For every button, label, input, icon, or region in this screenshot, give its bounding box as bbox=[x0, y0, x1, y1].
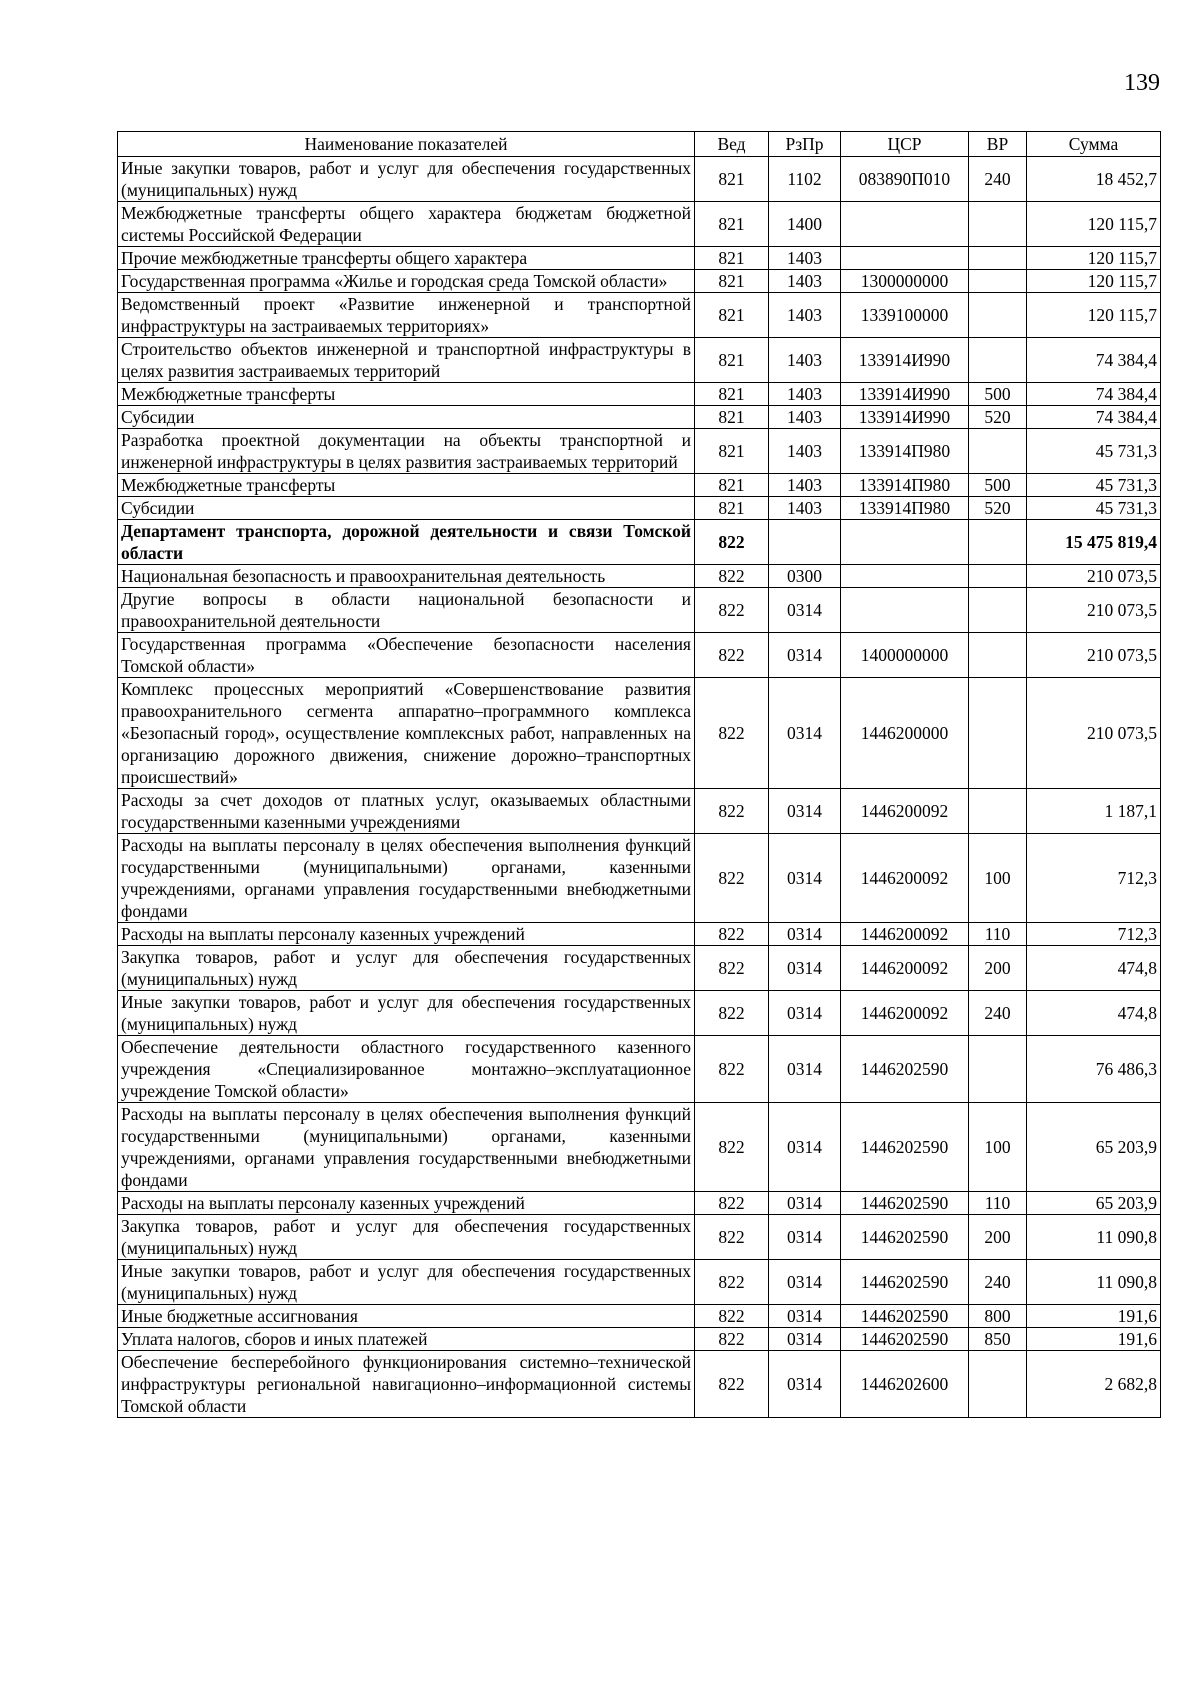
cell-rzpr: 0314 bbox=[769, 1351, 841, 1418]
column-header-rzpr: РзПр bbox=[769, 132, 841, 157]
table-row bbox=[118, 1351, 1161, 1418]
cell-rzpr: 0314 bbox=[769, 834, 841, 923]
cell-ved: 822 bbox=[695, 1036, 769, 1103]
cell-rzpr: 1403 bbox=[769, 383, 841, 406]
cell-sum: 18 452,7 bbox=[1027, 157, 1161, 202]
cell-csr: 083890П010 bbox=[841, 157, 969, 202]
table-row bbox=[118, 678, 1161, 789]
cell-name: Субсидии bbox=[118, 406, 695, 429]
cell-ved: 821 bbox=[695, 406, 769, 429]
cell-ved: 822 bbox=[695, 923, 769, 946]
cell-name: Разработка проектной документации на объекты транспортной и инженерной инфраструктуры в целях развития застраиваемых территорий bbox=[118, 429, 695, 474]
cell-vr bbox=[969, 520, 1027, 565]
table-row bbox=[118, 497, 1161, 520]
cell-rzpr: 1403 bbox=[769, 474, 841, 497]
table-row bbox=[118, 1103, 1161, 1192]
cell-vr: 200 bbox=[969, 946, 1027, 991]
cell-vr: 200 bbox=[969, 1215, 1027, 1260]
table-row bbox=[118, 1036, 1161, 1103]
cell-csr: 133914П980 bbox=[841, 429, 969, 474]
cell-csr: 1446200092 bbox=[841, 991, 969, 1036]
cell-name: Иные закупки товаров, работ и услуг для обеспечения государственных (муниципальных) нужд bbox=[118, 991, 695, 1036]
table-row bbox=[118, 406, 1161, 429]
cell-vr bbox=[969, 1036, 1027, 1103]
cell-rzpr: 0314 bbox=[769, 678, 841, 789]
cell-ved: 822 bbox=[695, 1103, 769, 1192]
cell-rzpr: 1102 bbox=[769, 157, 841, 202]
cell-rzpr: 1403 bbox=[769, 497, 841, 520]
cell-name: Закупка товаров, работ и услуг для обеспечения государственных (муниципальных) нужд bbox=[118, 946, 695, 991]
cell-ved: 821 bbox=[695, 247, 769, 270]
cell-rzpr: 0314 bbox=[769, 1260, 841, 1305]
cell-rzpr: 0314 bbox=[769, 1305, 841, 1328]
cell-ved: 822 bbox=[695, 633, 769, 678]
cell-name: Иные закупки товаров, работ и услуг для обеспечения государственных (муниципальных) нужд bbox=[118, 1260, 695, 1305]
cell-csr: 1446202590 bbox=[841, 1328, 969, 1351]
cell-vr: 800 bbox=[969, 1305, 1027, 1328]
cell-ved: 822 bbox=[695, 789, 769, 834]
cell-csr: 1446202600 bbox=[841, 1351, 969, 1418]
cell-vr bbox=[969, 338, 1027, 383]
cell-sum: 210 073,5 bbox=[1027, 633, 1161, 678]
cell-sum: 120 115,7 bbox=[1027, 270, 1161, 293]
cell-csr bbox=[841, 247, 969, 270]
cell-sum: 45 731,3 bbox=[1027, 497, 1161, 520]
cell-rzpr: 0300 bbox=[769, 565, 841, 588]
column-header-csr: ЦСР bbox=[841, 132, 969, 157]
cell-name: Строительство объектов инженерной и транспортной инфраструктуры в целях развития застраиваемых территорий bbox=[118, 338, 695, 383]
cell-name: Межбюджетные трансферты bbox=[118, 383, 695, 406]
cell-vr bbox=[969, 429, 1027, 474]
cell-vr: 500 bbox=[969, 383, 1027, 406]
cell-name: Национальная безопасность и правоохранительная деятельность bbox=[118, 565, 695, 588]
cell-csr: 1400000000 bbox=[841, 633, 969, 678]
cell-vr bbox=[969, 633, 1027, 678]
cell-ved: 821 bbox=[695, 202, 769, 247]
cell-name: Прочие межбюджетные трансферты общего характера bbox=[118, 247, 695, 270]
cell-ved: 822 bbox=[695, 1192, 769, 1215]
cell-ved: 822 bbox=[695, 1351, 769, 1418]
cell-rzpr: 1403 bbox=[769, 247, 841, 270]
cell-csr: 133914П980 bbox=[841, 474, 969, 497]
cell-ved: 822 bbox=[695, 946, 769, 991]
cell-vr bbox=[969, 565, 1027, 588]
cell-csr bbox=[841, 202, 969, 247]
cell-vr bbox=[969, 1351, 1027, 1418]
table-header-row bbox=[118, 132, 1161, 157]
cell-sum: 210 073,5 bbox=[1027, 565, 1161, 588]
cell-vr bbox=[969, 247, 1027, 270]
cell-name: Иные закупки товаров, работ и услуг для обеспечения государственных (муниципальных) нужд bbox=[118, 157, 695, 202]
cell-sum: 191,6 bbox=[1027, 1328, 1161, 1351]
cell-ved: 822 bbox=[695, 1305, 769, 1328]
cell-vr bbox=[969, 678, 1027, 789]
cell-ved: 822 bbox=[695, 1215, 769, 1260]
cell-name: Государственная программа «Обеспечение безопасности населения Томской области» bbox=[118, 633, 695, 678]
cell-sum: 11 090,8 bbox=[1027, 1215, 1161, 1260]
table-row bbox=[118, 474, 1161, 497]
cell-ved: 822 bbox=[695, 588, 769, 633]
cell-ved: 821 bbox=[695, 383, 769, 406]
cell-name: Субсидии bbox=[118, 497, 695, 520]
cell-name: Обеспечение бесперебойного функционирования системно–технической инфраструктуры региональной навигационно–информационной системы Томской области bbox=[118, 1351, 695, 1418]
cell-sum: 74 384,4 bbox=[1027, 383, 1161, 406]
cell-vr: 240 bbox=[969, 991, 1027, 1036]
table-row bbox=[118, 565, 1161, 588]
table-row bbox=[118, 1260, 1161, 1305]
cell-name: Иные бюджетные ассигнования bbox=[118, 1305, 695, 1328]
cell-sum: 15 475 819,4 bbox=[1027, 520, 1161, 565]
table-row bbox=[118, 383, 1161, 406]
cell-vr bbox=[969, 588, 1027, 633]
cell-sum: 2 682,8 bbox=[1027, 1351, 1161, 1418]
cell-vr: 500 bbox=[969, 474, 1027, 497]
table-row bbox=[118, 429, 1161, 474]
table-row bbox=[118, 923, 1161, 946]
cell-name: Расходы за счет доходов от платных услуг, оказываемых областными государственными казенными учреждениями bbox=[118, 789, 695, 834]
cell-sum: 191,6 bbox=[1027, 1305, 1161, 1328]
cell-vr: 240 bbox=[969, 157, 1027, 202]
cell-name: Государственная программа «Жилье и городская среда Томской области» bbox=[118, 270, 695, 293]
cell-sum: 712,3 bbox=[1027, 923, 1161, 946]
cell-sum: 74 384,4 bbox=[1027, 338, 1161, 383]
cell-name: Межбюджетные трансферты bbox=[118, 474, 695, 497]
cell-rzpr: 0314 bbox=[769, 923, 841, 946]
cell-name: Комплекс процессных мероприятий «Совершенствование развития правоохранительного сегмента аппаратно–программного комплекса «Безопасный город», осуществление комплексных работ, направленных на организацию дорожного движения, снижение дорожно–транспортных происшествий» bbox=[118, 678, 695, 789]
table-row bbox=[118, 157, 1161, 202]
budget-table bbox=[117, 131, 1161, 1418]
cell-rzpr: 0314 bbox=[769, 789, 841, 834]
cell-rzpr: 0314 bbox=[769, 946, 841, 991]
cell-name: Межбюджетные трансферты общего характера бюджетам бюджетной системы Российской Федерации bbox=[118, 202, 695, 247]
cell-name: Закупка товаров, работ и услуг для обеспечения государственных (муниципальных) нужд bbox=[118, 1215, 695, 1260]
table-row bbox=[118, 338, 1161, 383]
cell-rzpr: 1403 bbox=[769, 406, 841, 429]
cell-rzpr: 0314 bbox=[769, 588, 841, 633]
cell-csr: 1446202590 bbox=[841, 1192, 969, 1215]
cell-name: Департамент транспорта, дорожной деятельности и связи Томской области bbox=[118, 520, 695, 565]
table-row bbox=[118, 789, 1161, 834]
cell-rzpr: 0314 bbox=[769, 1103, 841, 1192]
column-header-name: Наименование показателей bbox=[118, 132, 695, 157]
cell-vr: 110 bbox=[969, 1192, 1027, 1215]
cell-sum: 474,8 bbox=[1027, 991, 1161, 1036]
cell-ved: 821 bbox=[695, 429, 769, 474]
cell-sum: 210 073,5 bbox=[1027, 588, 1161, 633]
cell-name: Обеспечение деятельности областного государственного казенного учреждения «Специализированное монтажно–эксплуатационное учреждение Томской области» bbox=[118, 1036, 695, 1103]
cell-rzpr: 0314 bbox=[769, 1036, 841, 1103]
cell-name: Ведомственный проект «Развитие инженерной и транспортной инфраструктуры на застраиваемых территориях» bbox=[118, 293, 695, 338]
cell-rzpr: 0314 bbox=[769, 1328, 841, 1351]
table-row bbox=[118, 834, 1161, 923]
cell-ved: 821 bbox=[695, 497, 769, 520]
cell-ved: 822 bbox=[695, 834, 769, 923]
cell-vr bbox=[969, 789, 1027, 834]
cell-vr: 100 bbox=[969, 834, 1027, 923]
table-row bbox=[118, 1305, 1161, 1328]
cell-csr: 1446200000 bbox=[841, 678, 969, 789]
cell-sum: 65 203,9 bbox=[1027, 1192, 1161, 1215]
column-header-sum: Сумма bbox=[1027, 132, 1161, 157]
table-row bbox=[118, 1328, 1161, 1351]
cell-rzpr: 0314 bbox=[769, 1192, 841, 1215]
cell-csr: 1446200092 bbox=[841, 834, 969, 923]
page-number: 139 bbox=[1124, 70, 1160, 96]
cell-sum: 474,8 bbox=[1027, 946, 1161, 991]
cell-rzpr: 1403 bbox=[769, 270, 841, 293]
cell-rzpr: 1400 bbox=[769, 202, 841, 247]
column-header-vr: ВР bbox=[969, 132, 1027, 157]
cell-rzpr: 1403 bbox=[769, 429, 841, 474]
cell-ved: 821 bbox=[695, 474, 769, 497]
cell-csr: 1339100000 bbox=[841, 293, 969, 338]
table-row bbox=[118, 1192, 1161, 1215]
table-row bbox=[118, 946, 1161, 991]
table-row bbox=[118, 202, 1161, 247]
cell-csr: 1446202590 bbox=[841, 1215, 969, 1260]
table-body bbox=[118, 157, 1161, 1418]
cell-ved: 822 bbox=[695, 678, 769, 789]
table-row bbox=[118, 247, 1161, 270]
table-row bbox=[118, 588, 1161, 633]
cell-sum: 120 115,7 bbox=[1027, 247, 1161, 270]
cell-csr bbox=[841, 565, 969, 588]
cell-ved: 821 bbox=[695, 270, 769, 293]
cell-sum: 120 115,7 bbox=[1027, 293, 1161, 338]
cell-ved: 822 bbox=[695, 520, 769, 565]
cell-vr: 850 bbox=[969, 1328, 1027, 1351]
cell-sum: 120 115,7 bbox=[1027, 202, 1161, 247]
cell-sum: 210 073,5 bbox=[1027, 678, 1161, 789]
cell-vr: 110 bbox=[969, 923, 1027, 946]
cell-csr: 133914И990 bbox=[841, 383, 969, 406]
table-row bbox=[118, 293, 1161, 338]
cell-rzpr bbox=[769, 520, 841, 565]
cell-rzpr: 0314 bbox=[769, 1215, 841, 1260]
cell-sum: 76 486,3 bbox=[1027, 1036, 1161, 1103]
cell-name: Расходы на выплаты персоналу в целях обеспечения выполнения функций государственными (муниципальными) органами, казенными учреждениями, органами управления государственными внебюджетными фондами bbox=[118, 834, 695, 923]
cell-sum: 65 203,9 bbox=[1027, 1103, 1161, 1192]
cell-vr: 100 bbox=[969, 1103, 1027, 1192]
cell-name: Другие вопросы в области национальной безопасности и правоохранительной деятельности bbox=[118, 588, 695, 633]
cell-ved: 822 bbox=[695, 1328, 769, 1351]
cell-name: Уплата налогов, сборов и иных платежей bbox=[118, 1328, 695, 1351]
cell-ved: 821 bbox=[695, 293, 769, 338]
cell-csr: 1446202590 bbox=[841, 1103, 969, 1192]
cell-ved: 822 bbox=[695, 991, 769, 1036]
table-row bbox=[118, 1215, 1161, 1260]
cell-vr: 520 bbox=[969, 497, 1027, 520]
cell-ved: 822 bbox=[695, 1260, 769, 1305]
cell-ved: 822 bbox=[695, 565, 769, 588]
cell-ved: 821 bbox=[695, 157, 769, 202]
cell-vr bbox=[969, 293, 1027, 338]
cell-sum: 74 384,4 bbox=[1027, 406, 1161, 429]
table-row bbox=[118, 270, 1161, 293]
cell-csr: 133914П980 bbox=[841, 497, 969, 520]
cell-csr: 1446200092 bbox=[841, 946, 969, 991]
cell-csr: 1446200092 bbox=[841, 923, 969, 946]
cell-csr: 133914И990 bbox=[841, 406, 969, 429]
cell-csr bbox=[841, 588, 969, 633]
cell-csr: 1300000000 bbox=[841, 270, 969, 293]
cell-ved: 821 bbox=[695, 338, 769, 383]
cell-sum: 45 731,3 bbox=[1027, 474, 1161, 497]
table-row bbox=[118, 520, 1161, 565]
cell-rzpr: 0314 bbox=[769, 633, 841, 678]
cell-csr: 1446202590 bbox=[841, 1036, 969, 1103]
cell-sum: 712,3 bbox=[1027, 834, 1161, 923]
cell-rzpr: 0314 bbox=[769, 991, 841, 1036]
table-row bbox=[118, 991, 1161, 1036]
cell-csr: 133914И990 bbox=[841, 338, 969, 383]
table-row bbox=[118, 633, 1161, 678]
cell-sum: 11 090,8 bbox=[1027, 1260, 1161, 1305]
cell-name: Расходы на выплаты персоналу казенных учреждений bbox=[118, 1192, 695, 1215]
cell-csr bbox=[841, 520, 969, 565]
cell-vr bbox=[969, 270, 1027, 293]
cell-vr: 520 bbox=[969, 406, 1027, 429]
cell-vr: 240 bbox=[969, 1260, 1027, 1305]
cell-rzpr: 1403 bbox=[769, 338, 841, 383]
cell-csr: 1446200092 bbox=[841, 789, 969, 834]
cell-csr: 1446202590 bbox=[841, 1305, 969, 1328]
cell-sum: 45 731,3 bbox=[1027, 429, 1161, 474]
cell-vr bbox=[969, 202, 1027, 247]
cell-csr: 1446202590 bbox=[841, 1260, 969, 1305]
cell-rzpr: 1403 bbox=[769, 293, 841, 338]
cell-name: Расходы на выплаты персоналу казенных учреждений bbox=[118, 923, 695, 946]
column-header-ved: Вед bbox=[695, 132, 769, 157]
cell-name: Расходы на выплаты персоналу в целях обеспечения выполнения функций государственными (муниципальными) органами, казенными учреждениями, органами управления государственными внебюджетными фондами bbox=[118, 1103, 695, 1192]
cell-sum: 1 187,1 bbox=[1027, 789, 1161, 834]
